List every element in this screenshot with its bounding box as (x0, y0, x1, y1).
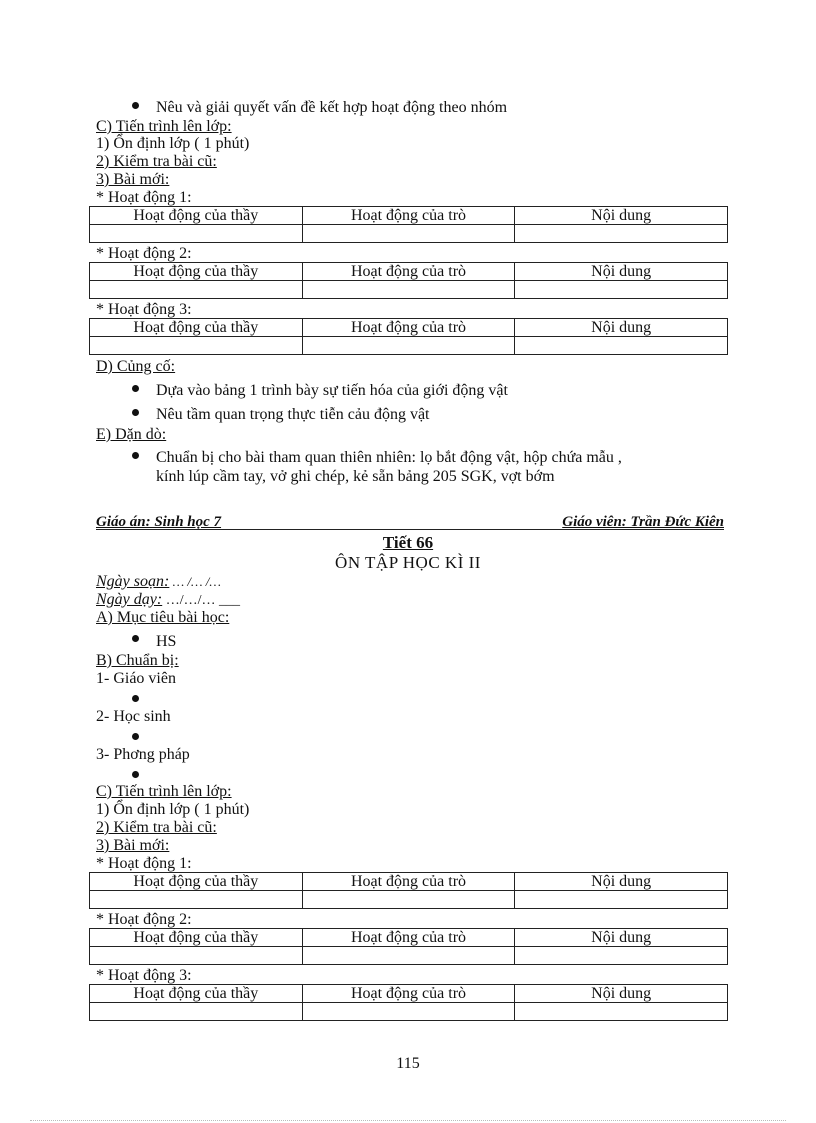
table-cell (515, 947, 728, 965)
table-cell (302, 1003, 515, 1021)
col-content-header: Nội dung (515, 873, 728, 891)
section-b-heading: B) Chuẩn bị: (96, 652, 179, 669)
section-c-heading: C) Tiến trình lên lớp: (96, 118, 232, 135)
header-teacher: Giáo viên: Trần Đức Kiên (562, 514, 724, 530)
date-prepared-label: Ngày soạn: (96, 573, 170, 590)
e-bullet-line-2: kính lúp cầm tay, vở ghi chép, kẻ sẵn bảng 205 SGK, vợt bớm (156, 468, 555, 485)
bullet-icon (132, 409, 139, 416)
activity-3-label: * Hoạt động 3: (96, 301, 192, 318)
bullet-icon (132, 771, 139, 778)
date-taught (96, 591, 240, 610)
activity-3-label-2: * Hoạt động 3: (96, 967, 192, 984)
bullet-icon (132, 452, 139, 459)
activity-2-label-2: * Hoạt động 2: (96, 911, 192, 928)
bullet-icon (132, 635, 139, 642)
table-cell (302, 337, 515, 355)
activity-2-label: * Hoạt động 2: (96, 245, 192, 262)
activity-2-table (89, 262, 728, 299)
table-cell (90, 1003, 303, 1021)
activity-1-table (89, 206, 728, 243)
activity-3-table-2 (89, 984, 728, 1021)
date-prepared (96, 573, 221, 591)
table-cell (90, 225, 303, 243)
table-cell (515, 891, 728, 909)
activity-1-table-2 (89, 872, 728, 909)
table-cell (302, 891, 515, 909)
step-3-2: 3) Bài mới: (96, 837, 170, 854)
e-bullet-line-1: Chuẩn bị cho bài tham quan thiên nhiên: lọ bắt động vật, hộp chứa mẫu , (156, 449, 622, 466)
col-teacher-header: Hoạt động của thầy (90, 207, 303, 225)
section-d-heading: D) Củng cố: (96, 358, 176, 375)
col-student-header: Hoạt động của trò (302, 929, 515, 947)
col-student-header: Hoạt động của trò (302, 207, 515, 225)
col-content-header: Nội dung (515, 319, 728, 337)
col-student-header: Hoạt động của trò (302, 263, 515, 281)
table-cell (90, 337, 303, 355)
table-cell (515, 337, 728, 355)
activity-2-table-2 (89, 928, 728, 965)
page-bottom-divider (30, 1120, 786, 1121)
table-cell (90, 947, 303, 965)
col-content-header: Nội dung (515, 929, 728, 947)
a-bullet: HS (156, 633, 177, 650)
step-1-2: 1) Ổn định lớp ( 1 phút) (96, 801, 250, 818)
col-teacher-header: Hoạt động của thầy (90, 929, 303, 947)
step-2: 2) Kiểm tra bài cũ: (96, 153, 217, 170)
col-content-header: Nội dung (515, 985, 728, 1003)
col-teacher-header: Hoạt động của thầy (90, 319, 303, 337)
section-e-heading: E) Dặn dò: (96, 426, 167, 443)
table-cell (302, 281, 515, 299)
col-teacher-header: Hoạt động của thầy (90, 985, 303, 1003)
col-teacher-header: Hoạt động của thầy (90, 263, 303, 281)
step-1: 1) Ổn định lớp ( 1 phút) (96, 135, 250, 152)
table-cell (302, 225, 515, 243)
step-2-2: 2) Kiểm tra bài cũ: (96, 819, 217, 836)
bullet-icon (132, 733, 139, 740)
method-bullet-text: Nêu và giải quyết vấn đề kết hợp hoạt động theo nhóm (156, 99, 508, 116)
lesson-title: ÔN TẬP HỌC KÌ II (335, 553, 481, 572)
col-student-header: Hoạt động của trò (302, 319, 515, 337)
section-a-heading: A) Mục tiêu bài học: (96, 609, 230, 626)
col-student-header: Hoạt động của trò (302, 873, 515, 891)
activity-1-label: * Hoạt động 1: (96, 189, 192, 206)
lesson-number: Tiết 66 (382, 533, 434, 552)
table-cell (302, 947, 515, 965)
b-item-student: 2- Học sinh (96, 708, 171, 725)
table-cell (515, 1003, 728, 1021)
bullet-icon (132, 385, 139, 392)
table-cell (515, 281, 728, 299)
table-cell (515, 225, 728, 243)
date-prepared-value: … /… /… (169, 574, 221, 589)
activity-3-table (89, 318, 728, 355)
step-3: 3) Bài mới: (96, 171, 170, 188)
date-taught-value: …/…/… ___ (162, 593, 240, 608)
header-subject: Giáo án: Sinh học 7 (96, 514, 222, 530)
table-cell (90, 281, 303, 299)
d-bullet-2: Nêu tầm quan trọng thực tiễn cảu động vật (156, 406, 430, 423)
activity-1-label-2: * Hoạt động 1: (96, 855, 192, 872)
col-student-header: Hoạt động của trò (302, 985, 515, 1003)
bullet-icon (132, 102, 139, 109)
b-item-teacher: 1- Giáo viên (96, 670, 176, 687)
d-bullet-1: Dựa vào bảng 1 trình bày sự tiến hóa của giới động vật (156, 382, 508, 399)
table-cell (90, 891, 303, 909)
bullet-icon (132, 695, 139, 702)
date-taught-label: Ngày dạy: (96, 591, 163, 608)
col-teacher-header: Hoạt động của thầy (90, 873, 303, 891)
col-content-header: Nội dung (515, 207, 728, 225)
b-item-method: 3- Phơng pháp (96, 746, 190, 763)
section-c-heading-2: C) Tiến trình lên lớp: (96, 783, 232, 800)
page-number: 115 (396, 1055, 420, 1072)
col-content-header: Nội dung (515, 263, 728, 281)
